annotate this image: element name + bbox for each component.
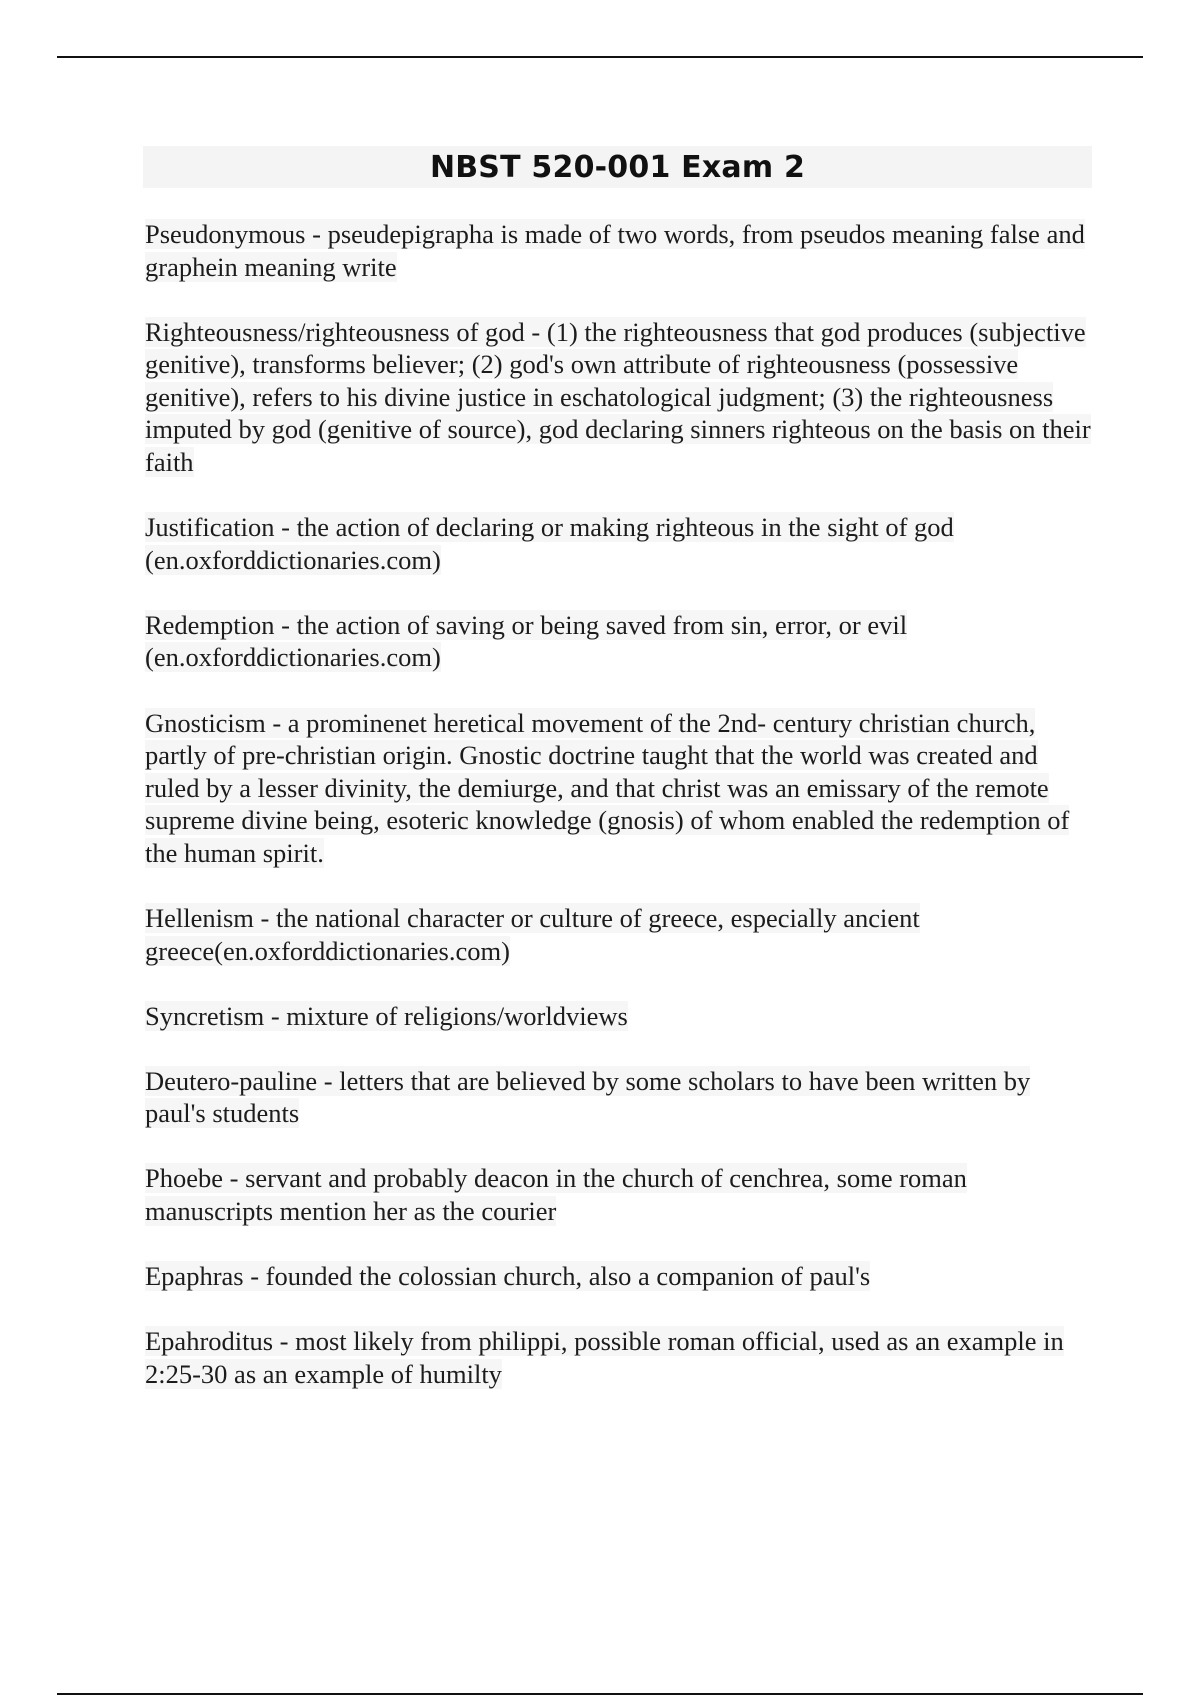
glossary-entry-syncretism (145, 1000, 1095, 1033)
glossary-entry-phoebe (145, 1162, 1095, 1227)
glossary-entry-gnosticism (145, 707, 1095, 870)
entry-text: Epaphras - founded the colossian church, also a companion of paul's (145, 1261, 871, 1292)
glossary-entry-redemption (145, 609, 1095, 674)
glossary-entry-pseudonymous (145, 218, 1095, 283)
entry-text: Gnosticism - a prominenet heretical movement of the 2nd- century christian church, partly of pre-christian origin. Gnostic doctrine taught that the world was created and ruled by a lesser divinity, the demiurge, and that christ was an emissary of the remote supreme divine being, esoteric knowledge (gnosis) of whom enabled the redemption of the human spirit. (145, 707, 1070, 868)
glossary-entry-righteousness (145, 316, 1095, 479)
entry-text: Redemption - the action of saving or being saved from sin, error, or evil (en.oxforddictionaries.com) (145, 609, 908, 673)
entry-text: Epahroditus - most likely from philippi, possible roman official, used as an example in 2:25-30 as an example of humilty (145, 1326, 1064, 1389)
entry-text: Phoebe - servant and probably deacon in the church of cenchrea, some roman manuscripts mention her as the courier (145, 1163, 967, 1227)
glossary-entries (145, 218, 1095, 1423)
glossary-entry-deutero-pauline (145, 1065, 1095, 1130)
glossary-entry-epahroditus (145, 1325, 1095, 1390)
glossary-entry-epaphras (145, 1260, 1095, 1293)
entry-text: Pseudonymous - pseudepigrapha is made of two words, from pseudos meaning false and graphein meaning write (145, 219, 1085, 282)
page-title: NBST 520-001 Exam 2 (429, 149, 806, 185)
bottom-rule (57, 1693, 1143, 1695)
entry-text: Syncretism - mixture of religions/worldviews (145, 1000, 628, 1031)
entry-text: Deutero-pauline - letters that are believed by some scholars to have been written by paul's students (145, 1065, 1031, 1129)
glossary-entry-hellenism (145, 902, 1095, 967)
glossary-entry-justification (145, 511, 1095, 576)
entry-text: Righteousness/righteousness of god - (1) the righteousness that god produces (subjective genitive), transforms believer; (2) god's own attribute of righteousness (possessive genitive), refers to his divine justice in eschatological judgment; (3) the righteousness imputed by god (genitive of source), god declaring sinners righteous on the basis on their faith (145, 316, 1091, 478)
title-band (143, 146, 1092, 188)
top-rule (57, 56, 1143, 58)
entry-text: Hellenism - the national character or culture of greece, especially ancient greece(en.oxforddictionaries.com) (145, 903, 920, 966)
entry-text: Justification - the action of declaring or making righteous in the sight of god (en.oxforddictionaries.com) (145, 512, 954, 575)
